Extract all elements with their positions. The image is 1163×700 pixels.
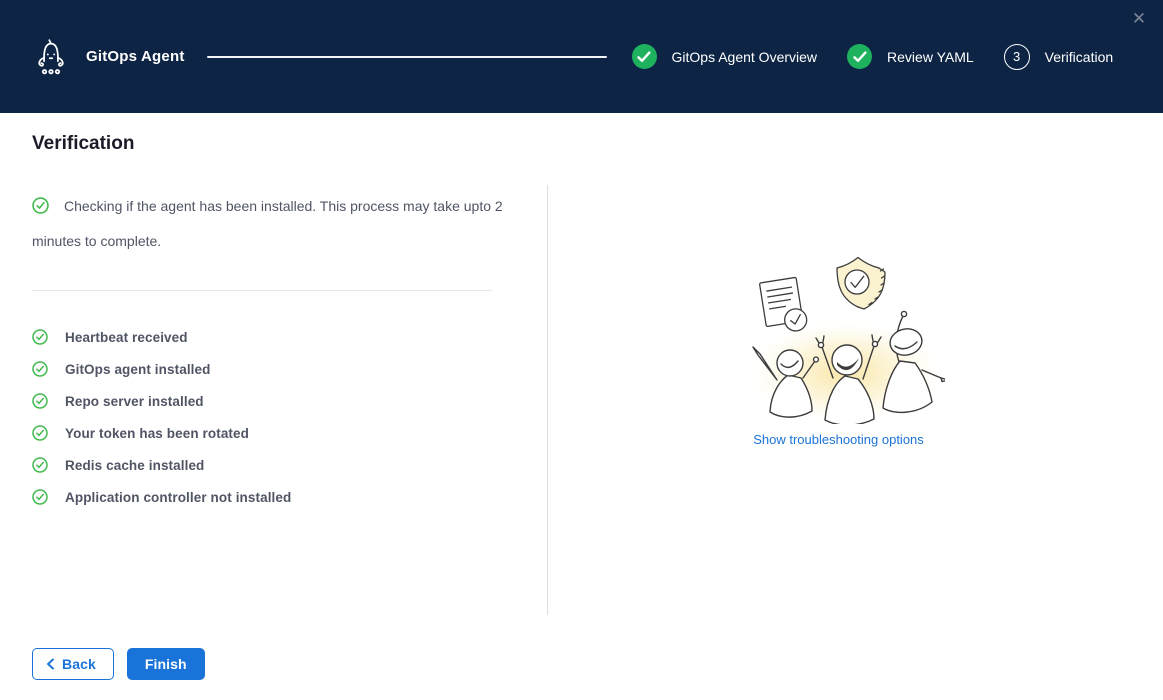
list-item	[32, 481, 508, 513]
check-item-label: Repo server installed	[65, 393, 204, 409]
gitops-squid-logo-icon	[32, 37, 70, 77]
check-item-label: Application controller not installed	[65, 489, 292, 505]
close-icon[interactable]: ✕	[1131, 8, 1147, 28]
back-button-label: Back	[62, 656, 96, 672]
check-circle-icon	[32, 425, 48, 441]
check-circle-icon	[32, 361, 48, 377]
wizard-steps	[632, 44, 1114, 70]
step-complete-check-icon	[632, 44, 657, 69]
status-message	[32, 190, 508, 257]
celebration-illustration	[733, 252, 945, 424]
list-item	[32, 385, 508, 417]
step-complete-check-icon	[847, 44, 872, 69]
list-item	[32, 321, 508, 353]
header-progress-line	[207, 56, 607, 58]
step-verification[interactable]	[1004, 44, 1113, 70]
check-circle-icon	[32, 457, 48, 473]
check-item-label: Heartbeat received	[65, 329, 188, 345]
verification-panel	[32, 190, 508, 513]
footer-actions	[32, 648, 205, 680]
wizard-header	[0, 0, 1163, 113]
step-label: GitOps Agent Overview	[671, 48, 818, 65]
step-label: Review YAML	[887, 48, 974, 65]
check-item-label: Your token has been rotated	[65, 425, 249, 441]
vertical-divider	[547, 185, 548, 615]
step-number-badge: 3	[1004, 44, 1030, 70]
back-button[interactable]	[32, 648, 114, 680]
check-item-label: GitOps agent installed	[65, 361, 211, 377]
check-circle-icon	[32, 329, 48, 345]
step-label: Verification	[1044, 48, 1114, 65]
list-item	[32, 417, 508, 449]
check-circle-icon	[32, 489, 48, 505]
check-circle-icon	[32, 193, 49, 225]
header-row	[0, 0, 1163, 113]
step-review-yaml[interactable]	[847, 44, 974, 69]
status-message-text: Checking if the agent has been installed. This process may take upto 2 minutes to complete.	[32, 198, 503, 249]
verification-check-list	[32, 321, 508, 513]
show-troubleshooting-link[interactable]: Show troubleshooting options	[753, 432, 924, 447]
chevron-left-icon	[46, 658, 55, 670]
section-divider	[32, 290, 492, 291]
check-circle-icon	[32, 393, 48, 409]
step-gitops-agent-overview[interactable]	[632, 44, 818, 69]
check-item-label: Redis cache installed	[65, 457, 205, 473]
app-title: GitOps Agent	[86, 48, 185, 65]
troubleshoot-panel	[560, 252, 1117, 449]
finish-button[interactable]	[127, 648, 205, 680]
finish-button-label: Finish	[144, 656, 187, 672]
page-title: Verification	[32, 133, 135, 154]
list-item	[32, 449, 508, 481]
list-item	[32, 353, 508, 385]
